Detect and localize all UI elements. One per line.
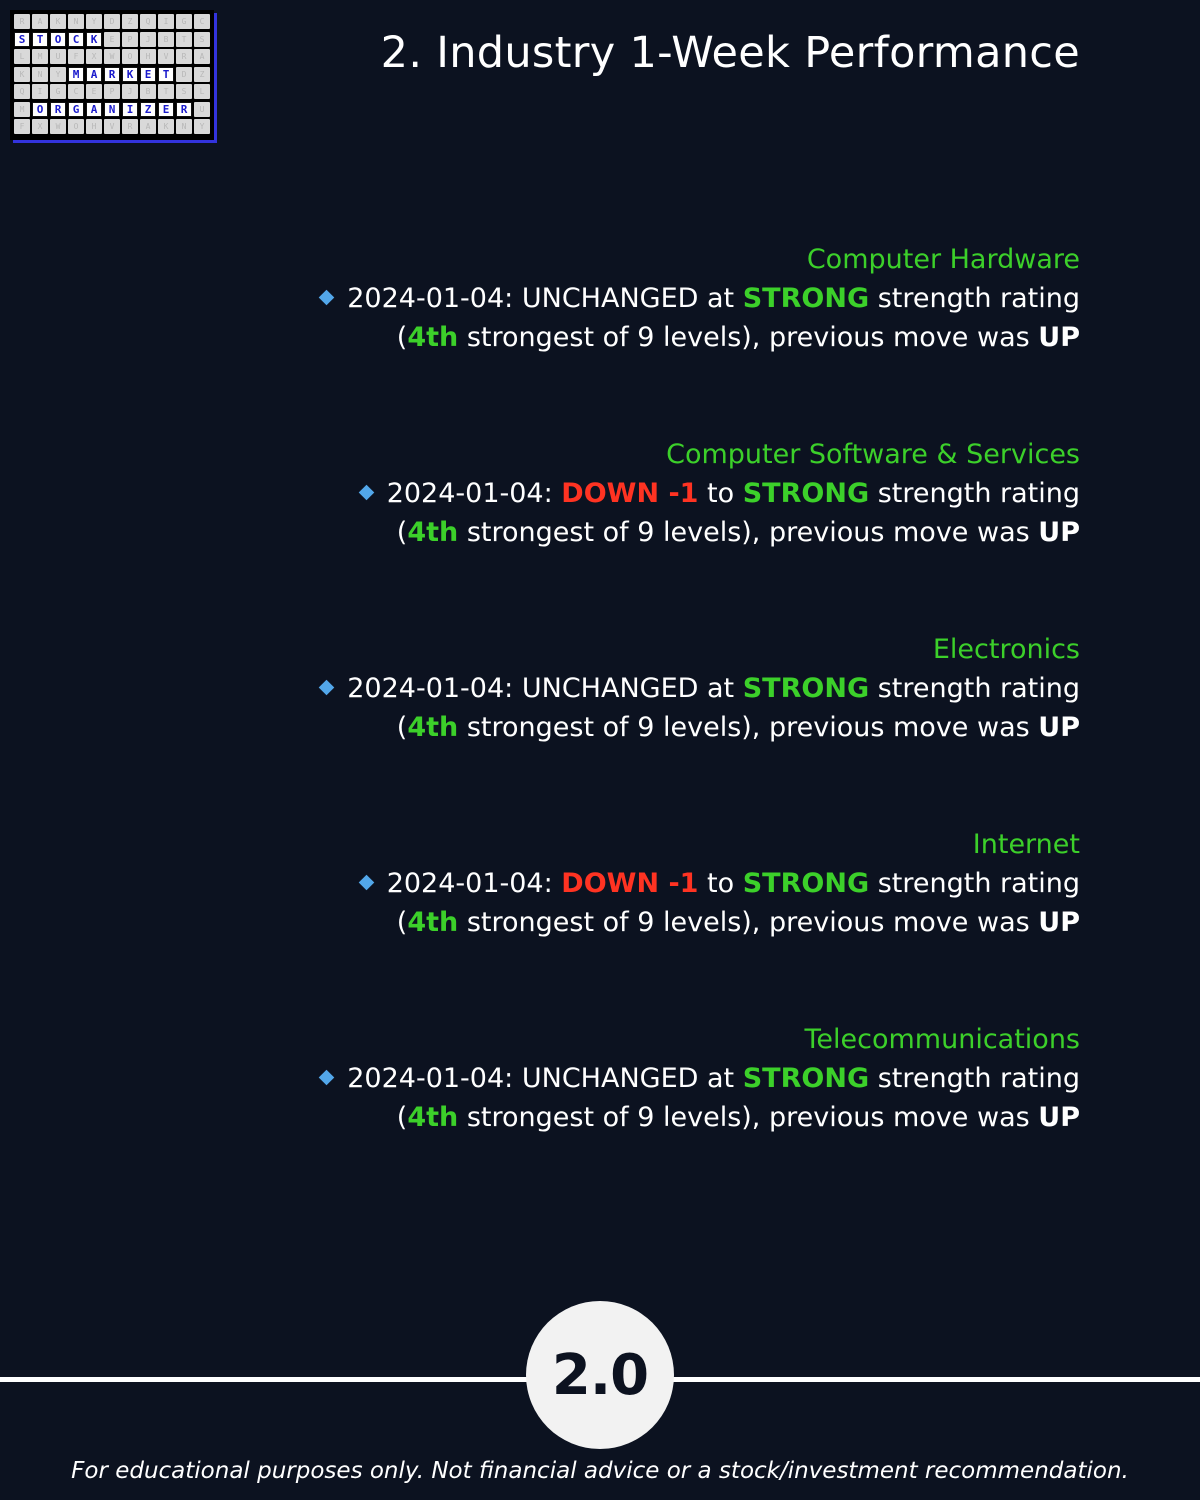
logo-filler-cell: C [68, 84, 84, 99]
logo-filler-cell: G [50, 84, 66, 99]
logo-filler-cell: K [14, 67, 30, 82]
entry-rating-suffix: strength rating [877, 283, 1080, 314]
logo-filler-cell: B [140, 84, 156, 99]
logo-letter: R [176, 102, 192, 117]
logo-filler-cell: Z [194, 67, 210, 82]
logo-filler-cell: N [68, 14, 84, 29]
entry-connector: to [707, 868, 735, 899]
logo [10, 10, 214, 140]
diamond-bullet-icon [319, 1070, 335, 1086]
industry-name: Electronics [932, 634, 1080, 665]
logo-filler-cell: F [14, 119, 30, 134]
entry-rating-suffix: strength rating [877, 478, 1080, 509]
entry-open-paren: ( [396, 907, 408, 938]
entry-previous-move: UP [1038, 517, 1080, 548]
logo-filler-cell: Y [194, 119, 210, 134]
logo-filler-cell: E [86, 84, 102, 99]
diamond-bullet-icon [319, 290, 335, 306]
logo-filler-cell: A [32, 14, 48, 29]
industry-name: Computer Hardware [806, 244, 1080, 275]
logo-letter: K [86, 32, 102, 47]
entry-line-primary [280, 1059, 1080, 1098]
entry-connector: to [707, 478, 735, 509]
logo-filler-cell: X [86, 49, 102, 64]
logo-letter: K [122, 67, 138, 82]
entry-rank-text: strongest of 9 levels), previous move was [466, 712, 1030, 743]
entry-rank: 4th [407, 322, 459, 353]
logo-filler-cell: Y [86, 14, 102, 29]
entry-line-primary [280, 864, 1080, 903]
disclaimer: For educational purposes only. Not financial advice or a stock/investment recommendation. [71, 1458, 1129, 1484]
entry-rank: 4th [407, 712, 459, 743]
logo-filler-cell: E [104, 32, 120, 47]
logo-filler-cell: U [194, 102, 210, 117]
logo-filler-cell: O [68, 119, 84, 134]
logo-letter: R [50, 102, 66, 117]
entry-rating-suffix: strength rating [877, 673, 1080, 704]
logo-filler-cell: U [50, 49, 66, 64]
logo-filler-cell: H [86, 119, 102, 134]
entry-previous-move: UP [1038, 1102, 1080, 1133]
entry-line-primary [280, 279, 1080, 318]
logo-letter-grid [14, 14, 210, 136]
logo-filler-cell: R [122, 119, 138, 134]
industry-entry [280, 435, 1080, 552]
industry-entry [280, 630, 1080, 747]
industry-entry [280, 1020, 1080, 1137]
entry-status: DOWN -1 [561, 478, 699, 509]
logo-letter: R [104, 67, 120, 82]
logo-filler-cell: D [104, 14, 120, 29]
industry-entry [280, 825, 1080, 942]
logo-filler-cell: V [158, 49, 174, 64]
logo-filler-cell: Q [140, 14, 156, 29]
logo-letter: E [140, 67, 156, 82]
logo-filler-cell: R [176, 49, 192, 64]
logo-filler-cell: K [158, 119, 174, 134]
entry-rating: STRONG [742, 868, 870, 899]
logo-letter: T [158, 67, 174, 82]
version-number: 2.0 [551, 1342, 649, 1408]
entry-date: 2024-01-04: [347, 283, 514, 314]
logo-filler-cell: J [140, 32, 156, 47]
logo-filler-cell: S [194, 32, 210, 47]
logo-filler-cell: V [104, 119, 120, 134]
logo-filler-cell: N [176, 119, 192, 134]
industry-entry [280, 240, 1080, 357]
logo-filler-cell: G [176, 14, 192, 29]
logo-filler-cell: A [140, 119, 156, 134]
entry-line-primary [280, 669, 1080, 708]
logo-filler-cell: P [104, 84, 120, 99]
version-badge [526, 1301, 674, 1449]
logo-letter: I [122, 102, 138, 117]
logo-filler-cell: Z [122, 14, 138, 29]
diamond-bullet-icon [358, 875, 374, 891]
logo-letter: A [86, 67, 102, 82]
logo-filler-cell: I [32, 84, 48, 99]
entry-rank: 4th [407, 1102, 459, 1133]
logo-filler-cell: I [158, 14, 174, 29]
entry-line-primary [280, 474, 1080, 513]
entry-line-secondary [280, 903, 1080, 942]
logo-filler-cell: K [50, 14, 66, 29]
diamond-bullet-icon [358, 485, 374, 501]
entry-status: UNCHANGED at [521, 1063, 735, 1094]
logo-letter: C [68, 32, 84, 47]
logo-filler-cell: H [140, 49, 156, 64]
logo-letter: G [68, 102, 84, 117]
entry-previous-move: UP [1038, 322, 1080, 353]
logo-letter: Z [140, 102, 156, 117]
industry-name: Internet [972, 829, 1080, 860]
logo-letter: A [86, 102, 102, 117]
logo-filler-cell: T [176, 32, 192, 47]
logo-filler-cell: W [50, 119, 66, 134]
entry-rating: STRONG [742, 673, 870, 704]
entry-rating: STRONG [742, 478, 870, 509]
logo-filler-cell: J [122, 84, 138, 99]
logo-filler-cell: C [194, 14, 210, 29]
entry-status: UNCHANGED at [521, 673, 735, 704]
logo-filler-cell: L [194, 84, 210, 99]
logo-filler-cell: R [14, 14, 30, 29]
entry-open-paren: ( [396, 517, 408, 548]
entry-rank-text: strongest of 9 levels), previous move was [466, 517, 1030, 548]
entry-open-paren: ( [396, 1102, 408, 1133]
logo-filler-cell: M [14, 102, 30, 117]
entry-status: DOWN -1 [561, 868, 699, 899]
logo-letter: O [50, 32, 66, 47]
logo-filler-cell: Q [14, 84, 30, 99]
entry-date: 2024-01-04: [386, 478, 553, 509]
logo-letter: M [68, 67, 84, 82]
logo-filler-cell: B [158, 32, 174, 47]
entry-line-secondary [280, 1098, 1080, 1137]
entry-line-secondary [280, 513, 1080, 552]
logo-filler-cell: S [176, 84, 192, 99]
entry-date: 2024-01-04: [347, 673, 514, 704]
logo-filler-cell: F [68, 49, 84, 64]
entry-rank: 4th [407, 907, 459, 938]
logo-filler-cell: P [122, 32, 138, 47]
entry-rating-suffix: strength rating [877, 868, 1080, 899]
entry-rating: STRONG [742, 283, 870, 314]
logo-filler-cell: L [14, 49, 30, 64]
logo-filler-cell: M [32, 49, 48, 64]
entry-rating-suffix: strength rating [877, 1063, 1080, 1094]
logo-letter: E [158, 102, 174, 117]
logo-filler-cell: O [122, 49, 138, 64]
logo-filler-cell: X [32, 119, 48, 134]
logo-filler-cell: T [158, 84, 174, 99]
entry-rating: STRONG [742, 1063, 870, 1094]
logo-letter: T [32, 32, 48, 47]
page-title: 2. Industry 1-Week Performance [380, 28, 1080, 78]
entry-open-paren: ( [396, 712, 408, 743]
logo-filler-cell: D [176, 67, 192, 82]
logo-letter: N [104, 102, 120, 117]
entry-previous-move: UP [1038, 712, 1080, 743]
entry-date: 2024-01-04: [347, 1063, 514, 1094]
entry-previous-move: UP [1038, 907, 1080, 938]
logo-letter: S [14, 32, 30, 47]
entry-line-secondary [280, 708, 1080, 747]
entry-rank-text: strongest of 9 levels), previous move was [466, 1102, 1030, 1133]
logo-filler-cell: W [104, 49, 120, 64]
entry-rank-text: strongest of 9 levels), previous move was [466, 322, 1030, 353]
logo-letter: O [32, 102, 48, 117]
logo-filler-cell: Y [50, 67, 66, 82]
entry-rank: 4th [407, 517, 459, 548]
entry-open-paren: ( [396, 322, 408, 353]
logo-filler-cell: N [32, 67, 48, 82]
entry-line-secondary [280, 318, 1080, 357]
entry-rank-text: strongest of 9 levels), previous move was [466, 907, 1030, 938]
entry-date: 2024-01-04: [386, 868, 553, 899]
diamond-bullet-icon [319, 680, 335, 696]
industry-name: Telecommunications [804, 1024, 1080, 1055]
entry-status: UNCHANGED at [521, 283, 735, 314]
logo-filler-cell: A [194, 49, 210, 64]
industry-name: Computer Software & Services [666, 439, 1080, 470]
